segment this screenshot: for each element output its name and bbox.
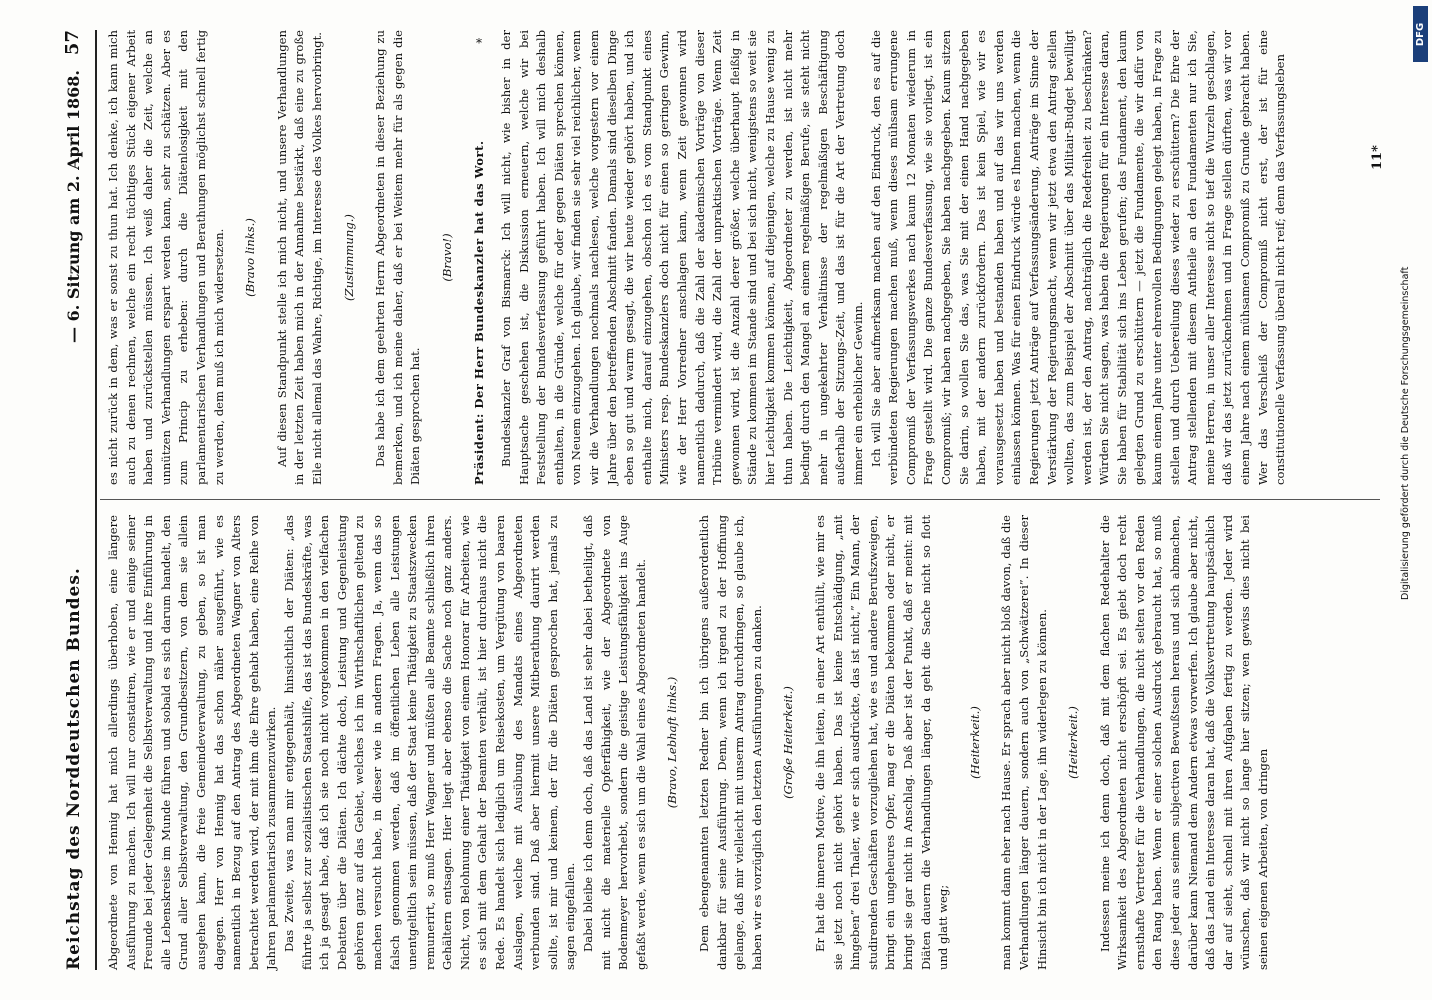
header-left: Reichstag des Norddeutschen Bundes. (64, 567, 84, 970)
paragraph: Bundeskanzler Graf von Bismarck: Ich will nicht, wie bisher in der Hauptsache geschehen ist, die Diskussion erneuern, welche wir bei Feststellung der Bundesverfassung geführt haben. Ich will mich deshalb enthalten, in die Gründe, welche für oder gegen Diäten sprechen können, von Neuem einzugehen. Ich glaube, wir finden sie sehr viel reichlicher, wenn wir die Verhandlungen nochmals nachlesen, welche vorgestern vor einem Jahre über den betreffenden Abschnitt fanden. Damals sind dieselben Dinge eben so gut und warm gesagt, die wir heute wieder gehört haben, und ich enthalte mich, darauf einzugehen, obschon ich es vom Standpunkt eines Ministers resp. Bundeskanzlers doch nicht für einen so geringen Gewinn, wie der Herr Vorredner anschlagen kann, wenn Zeit gewonnen wird namentlich dadurch, daß die Zahl der akademischen Vorträge von dieser Tribüne vermindert wird, die Zahl der unpraktischen Vorträge. Wenn Zeit gewonnen wird, ist die Anzahl derer größer, welche überhaupt fleißig in Stände zu kommen im Stande sind und bei sich nicht, wenigstens so weit sie hier Leichtigkeit kommen können, auf diejenigen, welche zu Hause wenig zu thun haben. Die Leichtigkeit, Abgeordneter zu werden, ist nicht mehr bedingt durch den Mangel an einem regelmäßigen Berufe, sie steht nicht mehr in ungekehrter Verhältnisse der regelmäßigen Beschäftigung außerhalb der Sitzungs-Zeit, und das ist für die Art der Vertretung doch immer ein erheblicher Gewinn. (499, 30, 865, 485)
left-column (105, 515, 1273, 970)
paragraph: es nicht zurück in dem, was er sonst zu thun hat. Ich denke, ich kann mich auch zu denen rechnen, welche ein recht tüchtiges Stück eigener Arbeit haben und zurückstellen müssen. Ich weiß daher die Zeit, welche an unnützen Verhandlungen erspart werden kann, sehr zu schätzen. Aber es zum Princip zu erheben: durch die Diätenlosigkeit mit den parlamentarischen Verhandlungen und Berathungen möglichst schnell fertig zu werden, dem muß ich mich widersetzen. (106, 30, 226, 485)
paragraph: Er hat die inneren Motive, die ihn leiten, in einer Art enthüllt, wie mir es sie jetzt noch nicht gehört haben. Das ist keine Entschädigung, „mit hingeben” drei Thaler, wie er sich ausdrückte, das ist nicht,” Ein Mann, der studirenden Geschäften vorzugliehen hat, wie es und andere Berufszweigen, bringt ein ungeheures Opfer, mag er die Diäten bekommen oder nicht, er bringt sie gar nicht in Anschlag. Daß aber ist der Punkt, daß er meint: mit Diäten dauern die Verhandlungen länger, da geht die Sache nicht so flott und glatt weg; (812, 515, 951, 970)
signature-mark: 11* (1370, 145, 1385, 170)
column-divider (100, 499, 1380, 500)
header-right: — 6. Sitzung am 2. April 1868. (64, 70, 83, 343)
paragraph: Auf diesen Standpunkt stelle ich mich nicht, und unsere Verhandlungen in der letzten Zeit haben mich in der Annahme bestärkt, daß eine zu große Eile nicht allemal das Wahre, Richtige, im Interesse des Volkes hervorbringt. (274, 30, 324, 485)
paragraph: Das Zweite, was man mir entgegenhält, hinsichtlich der Diäten: „das führte ja selbst zur sozialistischen Staatshilfe, das ist das Bundeskräfte, was ich ja gesagt habe, daß ich sie noch nicht vorgekommen in den vielfachen Debatten über die Diäten. Ich dächte doch, Leistung und Gegenleistung gehören ganz auf das Gebiet, welches ich im Wirthschaftlichen geltend zu machen versucht habe, in dieser wie in andern Fragen. Ja, wenn das so falsch genommen werden, daß im öffentlichen Leben alle Leistungen unentgeltlich sein müssen, daß der Staat keine Thätigkeit zu Staatszwecken remunerirt, so muß Herr Wagner und müßten alle Beamte schließlich ihren Gehältern entsagen. Hier liegt aber ebenso die Sache noch ganz anders. Nicht, von Belohnung einer Thätigkeit von einem Honorar für Arbeiten, wie es sich mit dem Gehalt der Beamten verhält, ist hier durchaus nicht die Rede. Es handelt sich lediglich um Reisekosten, um Vergütung von baaren Auslagen, welche mit Ausübung des Mandats eines Abgeordneten verbunden sind. Daß aber hiermit unsere Mitberathung daurirt werden sollte, ist mir und keinem, der für die Diäten gesprochen hat, jemals zu sagen eingefallen. (281, 515, 578, 970)
paragraph: Abgeordnete von Hennig hat mich allerdings überhoben, eine längere Ausführung zu machen. Ich will nur constatiren, wie er und einige seiner Freunde bei jeder Gelegenheit die Selbstverwaltung und ihre Einführung in alle Lebenskreise im Munde führen und sobald es sich darum handelt, den Grund aller Selbstverwaltung, den Grundbesitzern, von dem sie allein ausgehen kann, die freie Gemeindeverwaltung, zu geben, so ist man dagegen. Herr von Hennig hat das schon näher ausgeführt, wie es namentlich in Bezug auf den Antrag des Abgeordneten Wagner von Alters betrachtet werden wird, der mit ihm die Ehre gehabt haben, eine Reihe von Jahren parlamentarisch zusammenzuwirken. (106, 515, 279, 970)
stage-direction: (Bravo, Lebhaft links.) (665, 676, 680, 809)
stage-direction: (Heiterkeit.) (1066, 706, 1081, 779)
stage-direction: (Bravo!) (439, 233, 454, 282)
spacer (488, 30, 498, 485)
running-header (60, 30, 104, 970)
stage-direction: (Zustimmung.) (341, 214, 356, 301)
right-column (105, 30, 1290, 485)
paragraph: Dem ebengenannten letzten Redner bin ich übrigens außerordentlich dankbar für seine Ausführung. Denn, wenn ich irgend zu der Hoffnung gelange, daß mir vielleicht mit unserm Antrag durchdringen, so glaube ich, haben wir es vorzüglich den letzten Ausführungen zu danken. (697, 515, 764, 970)
paragraph: Ich will Sie aber aufmerksam machen auf den Eindruck, den es auf die verbündeten Regierungen machen muß, wenn dieses mühsam errungene Compromiß der Verfassungswerkes nach kaum 12 Monaten wiederum in Frage gestellt wird. Die ganze Bundesverfassung, wie sie vorliegt, ist ein Compromiß; wir haben nachgegeben, Sie haben nachgegeben. Kaum sitzen Sie darin, so wollen Sie das, was Sie mit der einen Hand nachgegeben haben, mit der andern zurückfordern. Das ist kein Spiel, wie wir es vorausgesetzt haben und bestanden haben und auf das wir uns werden einlassen können. Was für einen Eindruck würde es Ihnen machen, wenn die Regierungen jetzt Anträge auf Verfassungsänderung, Anträge im Sinne der Verstärkung der Regierungsmacht, wenn wir jetzt etwa den Antrag stellen wollten, das zum Beispiel der Abschnitt über das Militair-Budget bewilligt werden ist, der den Antrag, nachträglich die Redefreiheit zu beschränken? Würden Sie nicht sagen, was haben die Regierungen für ein Interesse daran, Sie haben für Stabilität sich ins Leben gerufen; das Fundament, den kaum gelegten Grund zu erschüttern — jetzt die Fundamente, die wir dafür von kaum einem Jahre unter ehrenvollen Bedingungen gelegt haben, in Frage zu stellen und durch Uebereilung dieses wieder zu erschüttern? Die Ehre der Antrag stellenden mit diesem Antheile an den Fundamenten nur ich Sie, meine Herren, in unser aller Interesse nicht so tief die Wurzeln geschlagen, daß wir das jetzt zurücknehmen und in Frage stellen dürften, was wir vor einem Jahre nach einem mühsamen Compromiß zu Grunde gebracht haben. Wer das Verschleiß der Compromiß nicht erst, der ist für eine constitutionelle Verfassung überall nicht reif; denn das Verfassungsleben (868, 30, 1288, 485)
paragraph: Indessen meine ich denn doch, daß mit dem flachen Redehalter die Wirksamkeit des Abgeordneten nicht erschöpft sei. Es giebt doch recht ernsthafte Vertreter für die Verhandlungen, die nicht selten vor den Reden den Rang haben. Wenn er einer solchen Ausdruck gebraucht hat, so muß diese jeder aus seinem subjectiven Bewußtsein heraus und sich abmachen, darüber kann Niemand dem Andern etwas vorwerfen. Ich glaube aber nicht, daß das Land ein Interesse daran hat, daß die Volksvertretung hauptsächlich dar auf sieht, schnell mit ihren Aufgaben fertig zu werden. Jeder wird wünschen, daß wir nicht so lange hier sitzen; wen gewiss dies nicht bei seinen eigenen Arbeiten, von dringen (1097, 515, 1271, 970)
paragraph: man kommt dann eher nach Hause. Er sprach aber nicht bloß davon, daß die Verhandlungen länger dauern, sondern auch von „Schwätzerei”. In dieser Hinsicht bin ich nicht in der Lage, ihn widerlegen zu können. (999, 515, 1049, 970)
paragraph: Dabei bleibe ich denn doch, daß das Land ist sehr dabei betheiligt, daß mit nicht die materielle Opferfähigkeit, wie der Abgeordnete von Bodenmeyer hervorhebt, sondern die geistige Leistungsfähigkeit ins Auge gefaßt werde, wenn es sich um die Wahl eines Abgeordneten handelt. (581, 515, 648, 970)
paragraph: Das habe ich dem geehrten Herrn Abgeordneten in dieser Beziehung zu bemerken, und ich meine daher, daß er bei Weitem mehr für als gegen die Diäten gesprochen hat. (373, 30, 423, 485)
header-rule (95, 30, 97, 970)
speaker-line: Präsident: Der Herr Bundeskanzler hat das Wort. (471, 140, 486, 485)
print-mark: * (476, 36, 482, 50)
dfg-logo (1413, 6, 1428, 62)
stage-direction: (Bravo links.) (243, 218, 258, 297)
page-number: 57 (62, 30, 83, 56)
stage-direction: (Große Heiterkeit.) (781, 686, 796, 799)
dfg-logo-text: DFG (1415, 22, 1426, 46)
digitization-note: Digitalisierung gefördert durch die Deutsche Forschungsgemeinschaft (1400, 266, 1411, 600)
stage-direction: (Heiterkeit.) (967, 706, 982, 779)
